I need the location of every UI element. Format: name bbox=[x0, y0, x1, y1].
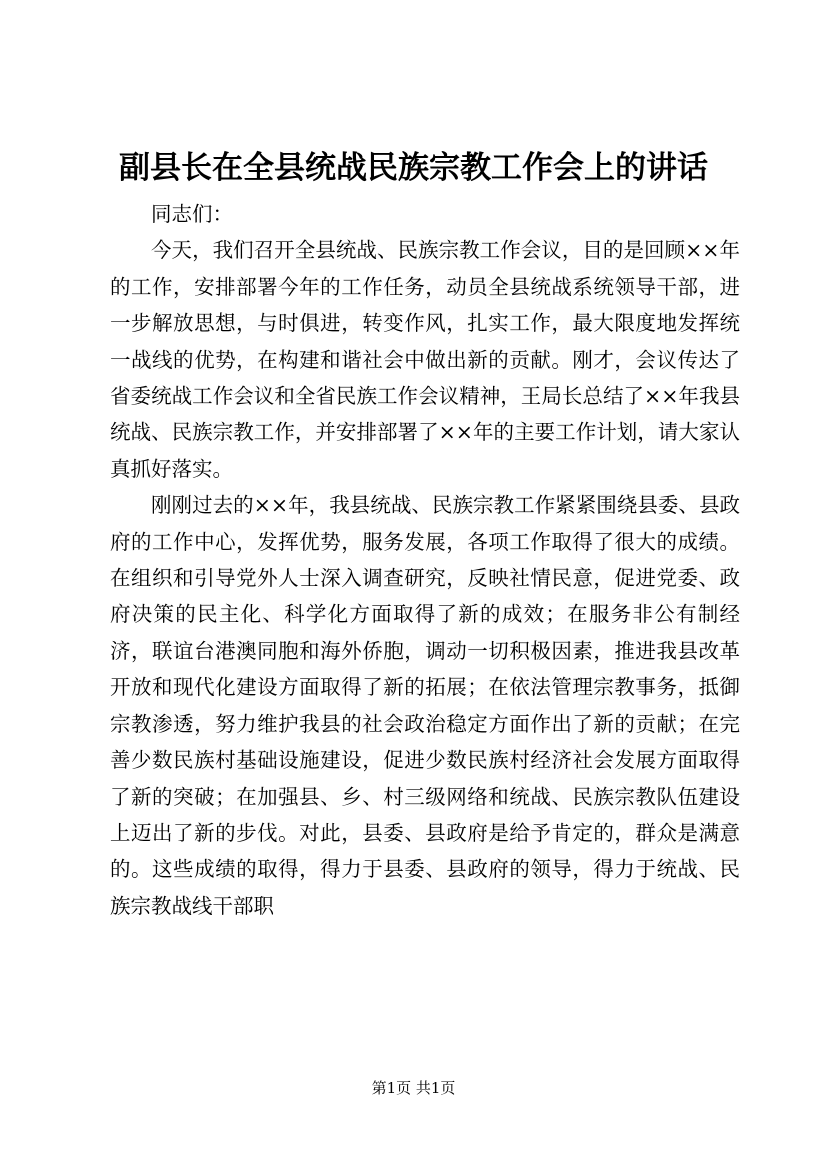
document-title: 副县长在全县统战民族宗教工作会上的讲话 bbox=[119, 150, 708, 186]
paragraph-1: 今天，我们召开全县统战、民族宗教工作会议，目的是回顾××年的工作，安排部署今年的工作任务，动员全县统战系统领导干部，进一步解放思想，与时俱进，转变作风，扎实工作，最大限度地发挥统一战线的优势，在构建和谐社会中做出新的贡献。刚才，会议传达了省委统战工作会议和全省民族工作会议精神，王局长总结了××年我县统战、民族宗教工作，并安排部署了××年的主要工作计划，请大家认真抓好落实。 bbox=[110, 238, 740, 481]
greeting-line: 同志们： bbox=[151, 202, 233, 226]
paragraph-2: 刚刚过去的××年，我县统战、民族宗教工作紧紧围绕县委、县政府的工作中心，发挥优势，服务发展，各项工作取得了很大的成绩。在组织和引导党外人士深入调查研究，反映社情民意，促进党委、政府决策的民主化、科学化方面取得了新的成效；在服务非公有制经济，联谊台港澳同胞和海外侨胞，调动一切积极因素，推进我县改革开放和现代化建设方面取得了新的拓展；在依法管理宗教事务，抵御宗教渗透，努力维护我县的社会政治稳定方面作出了新的贡献；在完善少数民族村基础设施建设，促进少数民族村经济社会发展方面取得了新的突破；在加强县、乡、村三级网络和统战、民族宗教队伍建设上迈出了新的步伐。对此，县委、县政府是给予肯定的，群众是满意的。这些成绩的取得，得力于县委、县政府的领导，得力于统战、民族宗教战线干部职 bbox=[110, 493, 740, 918]
page-number: 第1页 共1页 bbox=[371, 1079, 456, 1097]
document-body bbox=[110, 196, 740, 924]
